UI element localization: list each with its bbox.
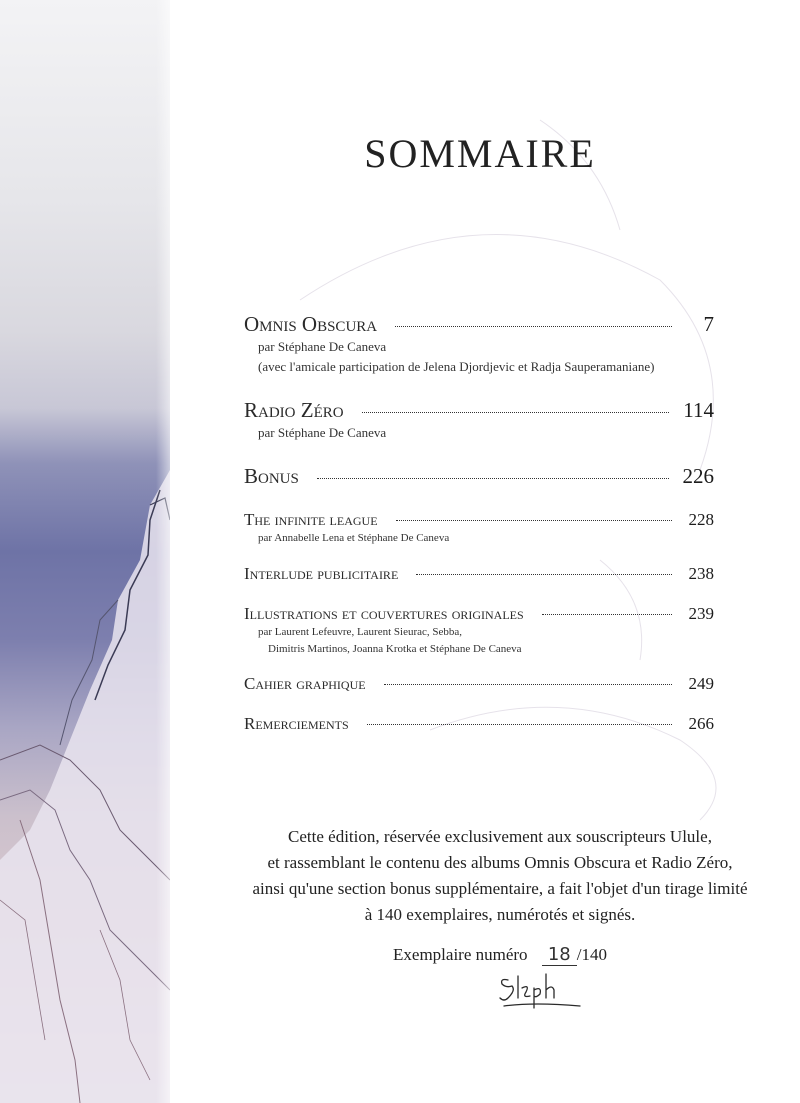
toc-entry-cahier-graphique [244,674,714,694]
edition-statement [200,824,800,928]
handwritten-copy-number: 18 [542,944,577,966]
edition-line: ainsi qu'une section bonus supplémentaire, a fait l'objet d'un tirage limité [252,879,748,898]
toc-credit-note: (avec l'amicale participation de Jelena Djordjevic et Radja Sauperamaniane) [258,359,655,374]
toc-page-number: 228 [688,510,714,529]
cover-illustration-strip [0,0,170,1103]
leader-dots [416,574,672,575]
leader-dots [362,412,670,413]
leader-dots [384,684,672,685]
toc-page-number: 249 [688,674,714,693]
mountain-illustration [0,0,170,1103]
edition-line: et rassemblant le contenu des albums Omnis Obscura et Radio Zéro, [267,853,733,872]
toc-title: The infinite league [244,510,378,529]
toc-page-number: 238 [688,564,714,583]
toc-title: Cahier graphique [244,674,366,693]
toc-credit: par Laurent Lefeuvre, Laurent Sieurac, Sebba, [258,626,463,638]
page-title: SOMMAIRE [364,131,596,176]
toc-entry-radio-zero [244,398,714,443]
leader-dots [367,724,672,725]
toc-page-number: 239 [688,604,714,623]
toc-entry-interlude [244,564,714,584]
edition-line: Cette édition, réservée exclusivement aux souscripteurs Ulule, [288,827,712,846]
toc-credit: par Stéphane De Caneva [258,425,387,440]
toc-title: Illustrations et couvertures originales [244,604,524,623]
toc-entry-bonus [244,464,714,489]
toc-entry-omnis-obscura [244,312,714,377]
toc-credit-continued: Dimitris Martinos, Joanna Krotka et Stéphane De Caneva [268,643,522,655]
leader-dots [542,614,672,615]
toc-entry-infinite-league [244,510,714,547]
toc-title: Omnis Obscura [244,312,378,336]
toc-page-number: 7 [703,312,714,336]
copy-total: /140 [576,945,607,964]
toc-title: Remerciements [244,714,349,733]
toc-title: Bonus [244,464,299,488]
toc-credit: par Annabelle Lena et Stéphane De Caneva [258,532,450,544]
toc-credit: par Stéphane De Caneva [258,339,387,354]
toc-title: Radio Zéro [244,398,344,422]
toc-page-number: 226 [682,464,714,488]
copy-number-label: Exemplaire numéro [393,945,528,964]
toc-entry-remerciements [244,714,714,734]
edition-line: à 140 exemplaires, numérotés et signés. [364,905,636,924]
leader-dots [317,478,669,479]
leader-dots [395,326,672,327]
toc-entry-illustrations [244,604,714,658]
toc-title: Interlude publicitaire [244,564,399,583]
handwritten-signature [494,968,584,1020]
leader-dots [396,520,672,521]
toc-page-number: 266 [688,714,714,733]
toc-page-number: 114 [683,398,714,422]
copy-number-line [200,944,800,966]
